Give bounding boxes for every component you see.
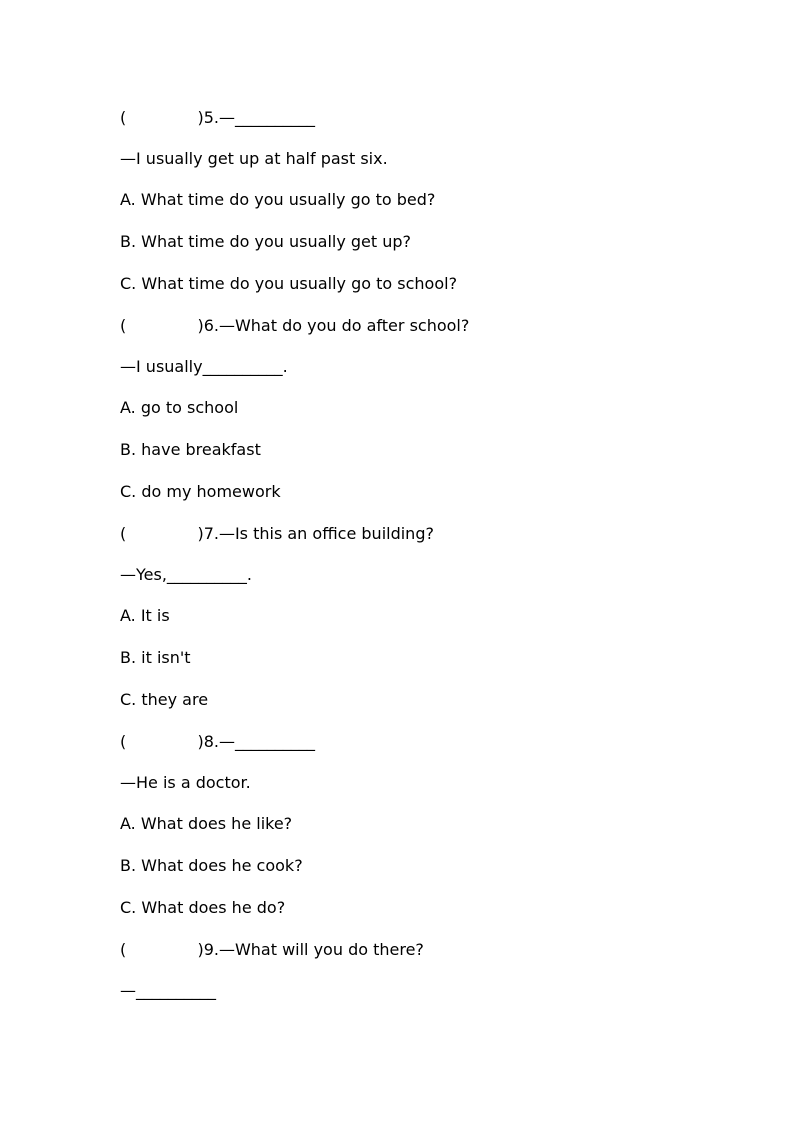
question-7-option-a: A. It is xyxy=(120,606,170,625)
question-6-stem: ( )6.—What do you do after school? xyxy=(120,316,470,335)
question-6-option-c: C. do my homework xyxy=(120,482,281,501)
question-8-option-c: C. What does he do? xyxy=(120,898,286,917)
question-8-option-a: A. What does he like? xyxy=(120,814,293,833)
question-6-option-a: A. go to school xyxy=(120,398,239,417)
question-7-stem: ( )7.—Is this an office building? xyxy=(120,524,434,543)
question-5-option-b: B. What time do you usually get up? xyxy=(120,232,412,251)
question-7-option-c: C. they are xyxy=(120,690,209,709)
question-5-option-a: A. What time do you usually go to bed? xyxy=(120,190,436,209)
question-5-answer: —I usually get up at half past six. xyxy=(120,149,388,168)
question-7-answer: —Yes,__________. xyxy=(120,565,252,584)
question-9-answer: —__________ xyxy=(120,981,216,1000)
question-8-answer: —He is a doctor. xyxy=(120,773,251,792)
question-5-stem: ( )5.—__________ xyxy=(120,108,315,127)
question-8-stem: ( )8.—__________ xyxy=(120,732,315,751)
question-5-option-c: C. What time do you usually go to school? xyxy=(120,274,458,293)
question-9-stem: ( )9.—What will you do there? xyxy=(120,940,424,959)
question-6-option-b: B. have breakfast xyxy=(120,440,261,459)
question-7-option-b: B. it isn't xyxy=(120,648,191,667)
question-6-answer: —I usually__________. xyxy=(120,357,288,376)
question-8-option-b: B. What does he cook? xyxy=(120,856,303,875)
